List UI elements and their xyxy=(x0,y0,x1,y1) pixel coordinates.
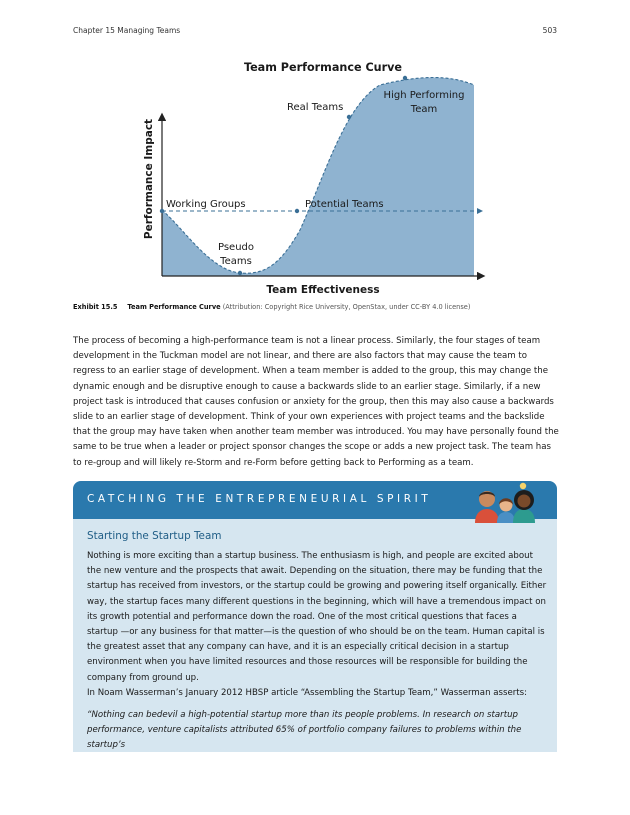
feature-subtitle: Starting the Startup Team xyxy=(87,530,222,542)
marker-real-teams xyxy=(347,115,351,119)
marker-pseudo-teams xyxy=(238,271,242,275)
chapter-title: Chapter 15 Managing Teams xyxy=(73,26,181,35)
caption-attribution: (Attribution: Copyright Rice University, OpenStax, under CC-BY 4.0 license) xyxy=(222,303,471,311)
label-working-groups: Working Groups xyxy=(166,199,246,210)
y-axis-label: Performance Impact xyxy=(143,118,155,240)
label-real-teams: Real Teams xyxy=(287,102,344,113)
x-axis-label: Team Effectiveness xyxy=(266,284,380,296)
caption-label: Exhibit 15.5 xyxy=(73,303,118,311)
feature-title: CATCHING THE ENTREPRENEURIAL SPIRIT xyxy=(87,493,432,505)
label-pseudo-teams-line1: Pseudo xyxy=(217,242,255,253)
team-performance-curve-chart xyxy=(140,55,500,297)
feature-paragraph-2: In Noam Wasserman’s January 2012 HBSP article “Assembling the Startup Team,” Wasserman asserts: xyxy=(87,688,528,698)
marker-potential-teams xyxy=(295,209,299,213)
team-people-icon xyxy=(459,481,545,523)
marker-high-performing xyxy=(403,76,407,80)
feature-header xyxy=(73,481,557,519)
page-number: 503 xyxy=(542,26,557,35)
label-high-performing-line2: Team xyxy=(410,104,438,115)
body-paragraph: The process of becoming a high-performance team is not a linear process. Similarly, the four stages of team development in the Tuckman model are not linear, and there are also factors that may cause the team to regress to an earlier stage of development. When a team member is added to the group, this may change the dynamic enough and be disruptive enough to cause a backwards slide to an earlier stage. Similarly, if a new project task is introduced that causes confusion or anxiety for the group, then this may also cause a backwards slide to an earlier stage of development. Think of your own experiences with project teams and the backslide that the group may have taken when another team member was introduced. You may have personally found the same to be true when a leader or project sponsor changes the scope or adds a new project task. The team has to re-group and will likely re-Storm and re-Form before getting back to Performing as a team. xyxy=(73,336,559,468)
label-potential-teams: Potential Teams xyxy=(305,199,384,210)
caption-title: Team Performance Curve xyxy=(127,303,221,311)
figure-caption xyxy=(73,303,563,311)
marker-working-groups xyxy=(160,209,164,213)
feature-box xyxy=(73,481,557,752)
feature-quote: “Nothing can bedevil a high-potential startup more than its people problems. In research on startup performance, venture capitalists attributed 65% of portfolio company failures to problems within the startup’s xyxy=(87,710,522,751)
feature-paragraph-1: Nothing is more exciting than a startup business. The enthusiasm is high, and people are excited about the new venture and the prospects that await. Depending on the situation, there may be funding that the startup has received from investors, or the startup could be growing and powering itself organically. Either way, the startup faces many different questions in the beginning, which will have a tremendous impact on its growth potential and performance down the road. One of the most critical questions that faces a startup —or any business for that matter—is the question of who should be on the team. Human capital is the greatest asset that any company can have, and it is an especially critical decision in a startup environment when you have limited resources and those resources will be responsible for building the company from ground up. xyxy=(87,551,547,683)
chart-title: Team Performance Curve xyxy=(243,61,403,74)
label-high-performing-line1: High Performing xyxy=(383,90,465,101)
label-pseudo-teams-line2: Teams xyxy=(220,256,252,267)
